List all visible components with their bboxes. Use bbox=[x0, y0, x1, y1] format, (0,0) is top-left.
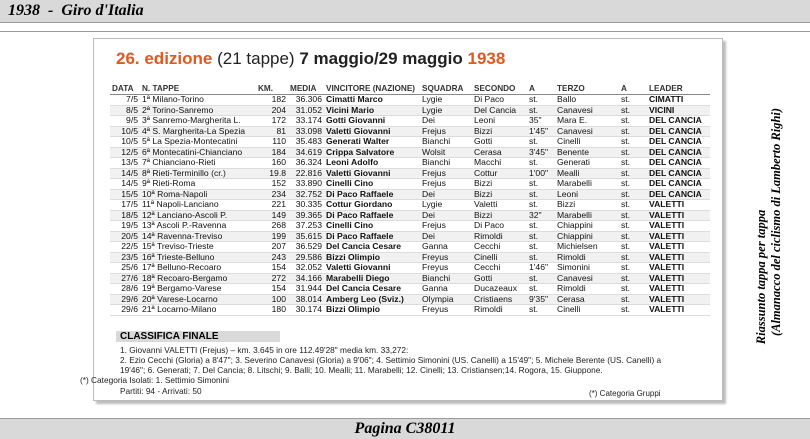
page-number: Pagina C38011 bbox=[354, 420, 456, 437]
table-cell: 8ª Rieti-Terminillo (cr.) bbox=[140, 168, 256, 179]
table-cell: st. bbox=[527, 252, 555, 263]
table-cell: st. bbox=[619, 126, 647, 137]
table-cell: Michielsen bbox=[555, 242, 619, 253]
table-cell: 19/5 bbox=[110, 221, 140, 232]
table-cell: 29/6 bbox=[110, 305, 140, 316]
table-cell: 7ª Chianciano-Rieti bbox=[140, 158, 256, 169]
table-cell: 36.529 bbox=[288, 242, 324, 253]
table-cell: 14/5 bbox=[110, 168, 140, 179]
table-cell: 9'35" bbox=[527, 294, 555, 305]
table-cell: 272 bbox=[256, 273, 288, 284]
table-cell: Valetti bbox=[472, 200, 527, 211]
table-header-row bbox=[110, 83, 710, 95]
table-cell: 18/5 bbox=[110, 210, 140, 221]
table-cell: st. bbox=[619, 168, 647, 179]
table-cell: Chiappini bbox=[555, 231, 619, 242]
table-row bbox=[110, 273, 710, 284]
table-cell: st. bbox=[527, 179, 555, 190]
table-cell: 5ª La Spezia-Montecatini bbox=[140, 137, 256, 148]
table-cell: 34.619 bbox=[288, 147, 324, 158]
table-cell: Dei bbox=[420, 210, 472, 221]
table-cell: st. bbox=[619, 305, 647, 316]
table-cell: st. bbox=[619, 189, 647, 200]
table-cell: st. bbox=[619, 200, 647, 211]
table-cell: 32.052 bbox=[288, 263, 324, 274]
table-cell: 268 bbox=[256, 221, 288, 232]
table-cell: 20/5 bbox=[110, 231, 140, 242]
table-cell: st. bbox=[619, 221, 647, 232]
table-cell: Bizzi bbox=[472, 210, 527, 221]
table-cell: 29.586 bbox=[288, 252, 324, 263]
table-cell: VALETTI bbox=[647, 200, 710, 211]
table-cell: Ducazeaux bbox=[472, 284, 527, 295]
table-cell: 15/5 bbox=[110, 189, 140, 200]
table-cell: Mealli bbox=[555, 168, 619, 179]
table-cell: Del Cancia bbox=[472, 105, 527, 116]
table-cell: Cinelli bbox=[472, 252, 527, 263]
table-cell: Rimoldi bbox=[472, 231, 527, 242]
table-cell: Benente bbox=[555, 147, 619, 158]
table-cell: Bizzi bbox=[472, 189, 527, 200]
table-cell: Rimoldi bbox=[472, 305, 527, 316]
table-cell: st. bbox=[619, 147, 647, 158]
table-cell: Di Paco bbox=[472, 221, 527, 232]
table-cell: 110 bbox=[256, 137, 288, 148]
table-cell: Marabelli Diego bbox=[324, 273, 420, 284]
table-cell: VALETTI bbox=[647, 252, 710, 263]
table-cell: 3ª Sanremo-Margherita L. bbox=[140, 116, 256, 127]
table-cell: DEL CANCIA bbox=[647, 168, 710, 179]
column-header: SQUADRA bbox=[420, 83, 472, 95]
table-cell: st. bbox=[527, 273, 555, 284]
table-cell: 154 bbox=[256, 284, 288, 295]
edition-stages: (21 tappe) bbox=[212, 49, 300, 68]
table-cell: VALETTI bbox=[647, 221, 710, 232]
table-cell: 204 bbox=[256, 105, 288, 116]
table-cell: VALETTI bbox=[647, 231, 710, 242]
table-cell: Frejus bbox=[420, 168, 472, 179]
table-cell: 13/5 bbox=[110, 158, 140, 169]
table-cell: st. bbox=[619, 137, 647, 148]
table-cell: Cinelli bbox=[555, 137, 619, 148]
table-cell: Dei bbox=[420, 189, 472, 200]
column-header: A bbox=[527, 83, 555, 95]
table-cell: Bizzi Olimpio bbox=[324, 305, 420, 316]
table-row bbox=[110, 242, 710, 253]
table-cell: 35.483 bbox=[288, 137, 324, 148]
table-cell: VALETTI bbox=[647, 263, 710, 274]
table-cell: 20ª Varese-Locarno bbox=[140, 294, 256, 305]
table-cell: 12/5 bbox=[110, 147, 140, 158]
table-cell: Cinelli Cino bbox=[324, 179, 420, 190]
table-row bbox=[110, 158, 710, 169]
table-cell: DEL CANCIA bbox=[647, 179, 710, 190]
table-cell: Simonini bbox=[555, 263, 619, 274]
table-cell: 10/5 bbox=[110, 126, 140, 137]
table-cell: 38.014 bbox=[288, 294, 324, 305]
table-cell: Del Cancia Cesare bbox=[324, 242, 420, 253]
table-cell: Chiappini bbox=[555, 221, 619, 232]
table-cell: 160 bbox=[256, 158, 288, 169]
table-cell: st. bbox=[619, 179, 647, 190]
table-cell: 25/6 bbox=[110, 263, 140, 274]
table-cell: Cinelli Cino bbox=[324, 221, 420, 232]
table-cell: Di Paco Raffaele bbox=[324, 210, 420, 221]
column-header: KM. bbox=[256, 83, 288, 95]
table-cell: 39.365 bbox=[288, 210, 324, 221]
table-cell: VICINI bbox=[647, 105, 710, 116]
table-row bbox=[110, 168, 710, 179]
classifica-line-isolati: (*) Categoria Isolati: 1. Settimio Simonini bbox=[80, 375, 229, 385]
footer-bar bbox=[0, 418, 810, 439]
table-cell: Frejus bbox=[420, 179, 472, 190]
table-cell: 81 bbox=[256, 126, 288, 137]
table-cell: 17/5 bbox=[110, 200, 140, 211]
table-cell: 9ª Rieti-Roma bbox=[140, 179, 256, 190]
table-row bbox=[110, 105, 710, 116]
table-row bbox=[110, 116, 710, 127]
table-cell: 243 bbox=[256, 252, 288, 263]
table-cell: Di Paco Raffaele bbox=[324, 189, 420, 200]
table-cell: 30.174 bbox=[288, 305, 324, 316]
table-cell: Leoni Adolfo bbox=[324, 158, 420, 169]
table-cell: DEL CANCIA bbox=[647, 137, 710, 148]
table-cell: VALETTI bbox=[647, 305, 710, 316]
column-header: VINCITORE (NAZIONE) bbox=[324, 83, 420, 95]
table-cell: Lygie bbox=[420, 105, 472, 116]
table-cell: Freyus bbox=[420, 305, 472, 316]
table-cell: Ballo bbox=[555, 95, 619, 106]
table-cell: 234 bbox=[256, 189, 288, 200]
table-cell: VALETTI bbox=[647, 273, 710, 284]
table-cell: 152 bbox=[256, 179, 288, 190]
table-cell: Bizzi Olimpio bbox=[324, 252, 420, 263]
table-cell: Frejus bbox=[420, 221, 472, 232]
table-cell: VALETTI bbox=[647, 210, 710, 221]
table-cell: Olympia bbox=[420, 294, 472, 305]
table-cell: Leoni bbox=[472, 116, 527, 127]
categoria-gruppi-note: (*) Categoria Gruppi bbox=[589, 389, 661, 398]
table-cell: 8/5 bbox=[110, 105, 140, 116]
table-cell: 14ª Ravenna-Treviso bbox=[140, 231, 256, 242]
table-cell: 199 bbox=[256, 231, 288, 242]
table-cell: 11ª Napoli-Lanciano bbox=[140, 200, 256, 211]
table-cell: Cecchi bbox=[472, 263, 527, 274]
table-cell: st. bbox=[619, 263, 647, 274]
table-cell: Bizzi bbox=[472, 126, 527, 137]
table-cell: st. bbox=[619, 284, 647, 295]
classifica-line-placings-cont: 19'46"; 6. Generati; 7. Del Cancia; 8. Litschi; 9. Balli; 10. Mealli; 11. Marabelli; 12. Cinelli; 13. Cristiansen;14. Rogora, 15. Giuppone. bbox=[120, 365, 603, 375]
table-cell: Frejus bbox=[420, 126, 472, 137]
table-cell: 15ª Treviso-Trieste bbox=[140, 242, 256, 253]
table-cell: 36.324 bbox=[288, 158, 324, 169]
table-cell: st. bbox=[527, 105, 555, 116]
table-cell: VALETTI bbox=[647, 242, 710, 253]
table-cell: st. bbox=[619, 252, 647, 263]
table-cell: 100 bbox=[256, 294, 288, 305]
table-cell: 18ª Recoaro-Bergamo bbox=[140, 273, 256, 284]
table-cell: 33.174 bbox=[288, 116, 324, 127]
table-cell: Canavesi bbox=[555, 126, 619, 137]
table-cell: Wolsit bbox=[420, 147, 472, 158]
side-caption-line2: (Almanacco del ciclismo di Lamberto Righi) bbox=[769, 107, 783, 337]
table-cell: Del Cancia Cesare bbox=[324, 284, 420, 295]
table-cell: 4ª S. Margherita-La Spezia bbox=[140, 126, 256, 137]
table-cell: 28/6 bbox=[110, 284, 140, 295]
table-cell: Gotti Giovanni bbox=[324, 116, 420, 127]
table-cell: st. bbox=[619, 158, 647, 169]
table-cell: st. bbox=[619, 242, 647, 253]
table-cell: 36.306 bbox=[288, 95, 324, 106]
classifica-line-placings: 2. Ezio Cecchi (Gloria) a 8'47"; 3. Severino Canavesi (Gloria) a 9'06"; 4. Settimio Simonini (US. Canelli) a 15'49"; 5. Michele Berente (US. Canelli) a bbox=[120, 355, 662, 365]
table-cell: st. bbox=[527, 242, 555, 253]
table-cell: VALETTI bbox=[647, 294, 710, 305]
table-cell: 10ª Roma-Napoli bbox=[140, 189, 256, 200]
table-row bbox=[110, 305, 710, 316]
table-cell: 12ª Lanciano-Ascoli P. bbox=[140, 210, 256, 221]
table-cell: 7/5 bbox=[110, 95, 140, 106]
table-cell: Rimoldi bbox=[555, 252, 619, 263]
table-cell: Lygie bbox=[420, 200, 472, 211]
table-cell: 19ª Bergamo-Varese bbox=[140, 284, 256, 295]
table-row bbox=[110, 252, 710, 263]
table-row bbox=[110, 137, 710, 148]
top-header-bar bbox=[0, 0, 810, 23]
table-cell: st. bbox=[619, 273, 647, 284]
table-cell: 37.253 bbox=[288, 221, 324, 232]
table-cell: 22.816 bbox=[288, 168, 324, 179]
table-cell: st. bbox=[527, 231, 555, 242]
edition-number: 26. edizione bbox=[116, 49, 213, 68]
table-cell: st. bbox=[619, 210, 647, 221]
table-cell: 184 bbox=[256, 147, 288, 158]
table-cell: Freyus bbox=[420, 263, 472, 274]
table-cell: DEL CANCIA bbox=[647, 126, 710, 137]
table-cell: 32.752 bbox=[288, 189, 324, 200]
table-cell: Generati Walter bbox=[324, 137, 420, 148]
table-cell: Cimatti Marco bbox=[324, 95, 420, 106]
table-cell: Canavesi bbox=[555, 105, 619, 116]
table-cell: st. bbox=[527, 189, 555, 200]
table-cell: Freyus bbox=[420, 252, 472, 263]
table-cell: Amberg Leo (Sviz.) bbox=[324, 294, 420, 305]
table-cell: 13ª Ascoli P.-Ravenna bbox=[140, 221, 256, 232]
table-cell: Valetti Giovanni bbox=[324, 168, 420, 179]
table-cell: Leoni bbox=[555, 189, 619, 200]
table-cell: Dei bbox=[420, 231, 472, 242]
table-cell: Bianchi bbox=[420, 158, 472, 169]
column-header: MEDIA bbox=[288, 83, 324, 95]
column-header: DATA bbox=[110, 83, 140, 95]
table-cell: DEL CANCIA bbox=[647, 158, 710, 169]
table-cell: 14/5 bbox=[110, 179, 140, 190]
table-row bbox=[110, 231, 710, 242]
stages-table bbox=[110, 83, 710, 316]
table-row bbox=[110, 189, 710, 200]
table-cell: Di Paco Raffaele bbox=[324, 231, 420, 242]
classifica-line-winner: 1. Giovanni VALETTI (Frejus) – km. 3.645 in ore 112.49'28" media km. 33,272: bbox=[120, 345, 409, 355]
table-cell: 180 bbox=[256, 305, 288, 316]
page-header-title: 1938 - Giro d'Italia bbox=[8, 2, 144, 19]
scanned-document-card bbox=[80, 38, 723, 401]
table-cell: st. bbox=[619, 294, 647, 305]
table-cell: Valetti Giovanni bbox=[324, 126, 420, 137]
table-cell: 2ª Torino-Sanremo bbox=[140, 105, 256, 116]
table-row bbox=[110, 126, 710, 137]
table-cell: Rimoldi bbox=[555, 284, 619, 295]
table-row bbox=[110, 95, 710, 106]
table-cell: Bizzi bbox=[472, 179, 527, 190]
table-cell: Marabelli bbox=[555, 179, 619, 190]
side-caption bbox=[752, 62, 786, 378]
table-cell: 6ª Montecatini-Chianciano bbox=[140, 147, 256, 158]
table-cell: Generati bbox=[555, 158, 619, 169]
table-cell: 1ª Milano-Torino bbox=[140, 95, 256, 106]
table-cell: 21ª Locarno-Milano bbox=[140, 305, 256, 316]
table-cell: 34.166 bbox=[288, 273, 324, 284]
table-row bbox=[110, 210, 710, 221]
table-cell: DEL CANCIA bbox=[647, 147, 710, 158]
classifica-finale-title: CLASSIFICA FINALE bbox=[116, 331, 280, 342]
table-cell: 33.098 bbox=[288, 126, 324, 137]
table-cell: Ganna bbox=[420, 284, 472, 295]
table-cell: Ganna bbox=[420, 242, 472, 253]
edition-year: 1938 bbox=[467, 49, 506, 68]
table-cell: 172 bbox=[256, 116, 288, 127]
table-cell: 1'00" bbox=[527, 168, 555, 179]
table-cell: 31.052 bbox=[288, 105, 324, 116]
table-cell: 30.335 bbox=[288, 200, 324, 211]
table-cell: st. bbox=[619, 231, 647, 242]
table-row bbox=[110, 179, 710, 190]
column-header: TERZO bbox=[555, 83, 619, 95]
table-row bbox=[110, 221, 710, 232]
column-header: A bbox=[619, 83, 647, 95]
table-cell: Bianchi bbox=[420, 137, 472, 148]
table-cell: 1'45" bbox=[527, 126, 555, 137]
table-cell: st. bbox=[619, 95, 647, 106]
table-cell: st. bbox=[527, 95, 555, 106]
table-row bbox=[110, 294, 710, 305]
table-cell: 35" bbox=[527, 116, 555, 127]
table-cell: Bizzi bbox=[555, 200, 619, 211]
table-cell: 154 bbox=[256, 263, 288, 274]
table-cell: 32" bbox=[527, 210, 555, 221]
table-cell: 1'46" bbox=[527, 263, 555, 274]
table-cell: st. bbox=[527, 200, 555, 211]
table-cell: st. bbox=[619, 105, 647, 116]
table-cell: Macchi bbox=[472, 158, 527, 169]
table-cell: Cecchi bbox=[472, 242, 527, 253]
table-cell: Cinelli bbox=[555, 305, 619, 316]
table-row bbox=[110, 147, 710, 158]
table-cell: Valetti Giovanni bbox=[324, 263, 420, 274]
table-cell: CIMATTI bbox=[647, 95, 710, 106]
table-row bbox=[110, 284, 710, 295]
table-cell: 207 bbox=[256, 242, 288, 253]
table-cell: Gotti bbox=[472, 137, 527, 148]
header-divider bbox=[0, 31, 810, 32]
column-header: N. TAPPE bbox=[140, 83, 256, 95]
table-cell: DEL CANCIA bbox=[647, 189, 710, 200]
table-cell: VALETTI bbox=[647, 284, 710, 295]
table-cell: 9/5 bbox=[110, 116, 140, 127]
table-cell: 16ª Trieste-Belluno bbox=[140, 252, 256, 263]
table-cell: st. bbox=[527, 284, 555, 295]
table-cell: 35.615 bbox=[288, 231, 324, 242]
table-cell: 33.890 bbox=[288, 179, 324, 190]
table-cell: 182 bbox=[256, 95, 288, 106]
table-cell: 31.944 bbox=[288, 284, 324, 295]
column-header: SECONDO bbox=[472, 83, 527, 95]
table-cell: Cerasa bbox=[472, 147, 527, 158]
table-cell: st. bbox=[527, 158, 555, 169]
table-cell: 10/5 bbox=[110, 137, 140, 148]
table-cell: 221 bbox=[256, 200, 288, 211]
table-cell: 17ª Belluno-Recoaro bbox=[140, 263, 256, 274]
table-cell: st. bbox=[527, 221, 555, 232]
table-cell: 22/5 bbox=[110, 242, 140, 253]
table-cell: Di Paco bbox=[472, 95, 527, 106]
table-cell: 29/6 bbox=[110, 294, 140, 305]
table-cell: Crippa Salvatore bbox=[324, 147, 420, 158]
table-cell: Bianchi bbox=[420, 273, 472, 284]
side-caption-line1: Riassunto tappa per tappa bbox=[754, 209, 768, 345]
table-cell: st. bbox=[619, 116, 647, 127]
table-cell: 23/5 bbox=[110, 252, 140, 263]
table-cell: Lygie bbox=[420, 95, 472, 106]
table-cell: 19.8 bbox=[256, 168, 288, 179]
table-cell: Vicini Mario bbox=[324, 105, 420, 116]
table-cell: Canavesi bbox=[555, 273, 619, 284]
table-cell: Dei bbox=[420, 116, 472, 127]
table-cell: st. bbox=[527, 137, 555, 148]
table-cell: DEL CANCIA bbox=[647, 116, 710, 127]
table-cell: st. bbox=[527, 305, 555, 316]
table-cell: Cottur bbox=[472, 168, 527, 179]
table-row bbox=[110, 263, 710, 274]
edition-dates: 7 maggio/29 maggio bbox=[299, 49, 468, 68]
edition-heading bbox=[116, 49, 505, 69]
column-header: LEADER bbox=[647, 83, 710, 95]
table-cell: 27/6 bbox=[110, 273, 140, 284]
table-cell: Cristiaens bbox=[472, 294, 527, 305]
table-cell: Cottur Giordano bbox=[324, 200, 420, 211]
table-cell: 149 bbox=[256, 210, 288, 221]
table-cell: Marabelli bbox=[555, 210, 619, 221]
table-cell: Cerasa bbox=[555, 294, 619, 305]
table-cell: Gotti bbox=[472, 273, 527, 284]
table-cell: 3'45" bbox=[527, 147, 555, 158]
table-row bbox=[110, 200, 710, 211]
classifica-line-partiti: Partiti: 94 - Arrivati: 50 bbox=[120, 386, 202, 396]
table-cell: Mara E. bbox=[555, 116, 619, 127]
